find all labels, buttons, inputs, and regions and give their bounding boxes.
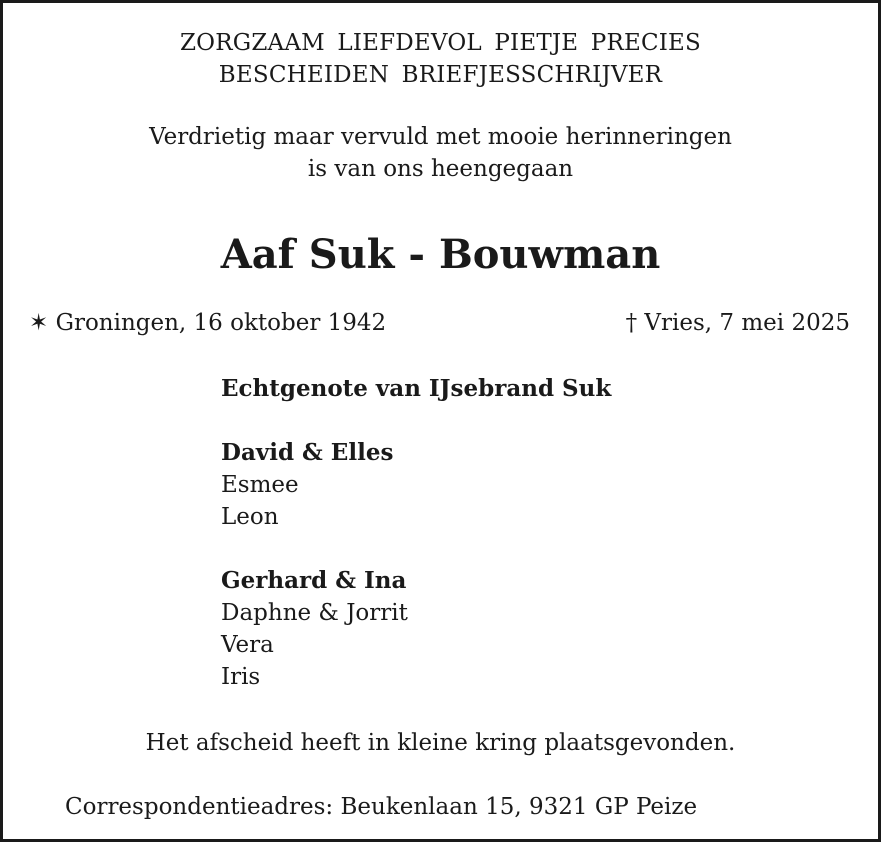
- intro-line-1: Verdrietig maar vervuld met mooie herinneringen: [149, 124, 732, 150]
- death-line: † Vries, 7 mei 2025: [625, 310, 850, 336]
- family-group: [221, 437, 611, 533]
- spouse-line: Echtgenote van IJsebrand Suk: [221, 375, 612, 402]
- birth-line: ✶ Groningen, 16 oktober 1942: [29, 310, 387, 336]
- intro-block: [3, 121, 878, 185]
- family-member: Iris: [221, 664, 261, 690]
- family-member: Leon: [221, 504, 279, 530]
- family-member: Esmee: [221, 472, 299, 498]
- family-member: Daphne & Jorrit: [221, 600, 408, 626]
- family-group: [221, 565, 611, 693]
- virtues-line-1: ZORGZAAM LIEFDEVOL PIETJE PRECIES: [180, 30, 701, 56]
- virtues-block: [3, 27, 878, 91]
- family-head: David & Elles: [221, 439, 394, 466]
- virtues-line-2: BESCHEIDEN BRIEFJESSCHRIJVER: [218, 62, 663, 88]
- family-head: Gerhard & Ina: [221, 567, 407, 594]
- intro-line-2: is van ons heengegaan: [307, 156, 574, 182]
- correspondence-address: Correspondentieadres: Beukenlaan 15, 9321 GP Peize: [65, 794, 698, 820]
- family-list: [221, 373, 611, 693]
- farewell-line: Het afscheid heeft in kleine kring plaatsgevonden.: [145, 730, 736, 756]
- family-member: Vera: [221, 632, 274, 658]
- deceased-name: Aaf Suk - Bouwman: [220, 231, 661, 278]
